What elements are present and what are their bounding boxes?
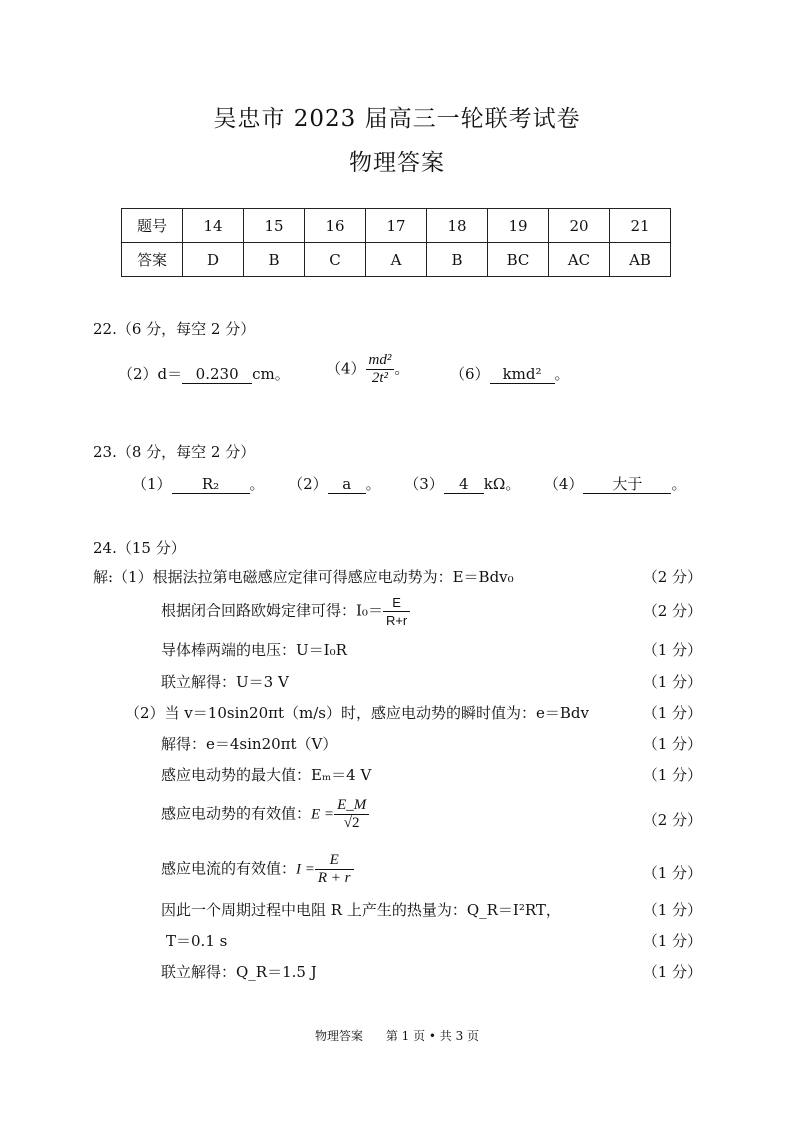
q22-part2-unit: cm。 [252,365,290,383]
q24-line-text: 感应电流的有效值： [161,859,297,878]
q24-heading: 24.（15 分） [93,539,186,557]
q24-score: （1 分） [642,766,702,784]
answer-table [121,208,671,277]
table-cell: 20 [549,209,610,243]
table-cell: C [305,243,366,277]
formula-lhs: I = [296,861,315,878]
q24-line: 解得：e＝4sin20πt（V） [161,735,338,753]
fraction-denominator: R + r [315,869,354,887]
page-title: 吴忠市 2023 届高三一轮联考试卷 [213,106,581,132]
table-cell: 题号 [122,209,183,243]
table-cell: A [366,243,427,277]
table-cell: 19 [488,209,549,243]
q24-line: T＝0.1 s [166,932,228,950]
q24-line: （2）当 v＝10sin20πt（m/s）时，感应电动势的瞬时值为：e＝Bdv [125,704,589,722]
table-cell: 答案 [122,243,183,277]
fraction-numerator: E [329,852,339,868]
q24-line-text: 根据闭合回路欧姆定律可得：I₀＝ [161,601,383,620]
q22-heading: 22.（6 分，每空 2 分） [93,320,256,338]
q23-part4-end: 。 [671,475,687,493]
q22-part4-end: 。 [394,359,410,378]
q24-line [161,797,369,832]
page-footer: 物理答案 第 1 页 • 共 3 页 [314,1029,480,1043]
q24-line [161,852,354,887]
formula-lhs: E = [311,806,335,823]
table-cell: 15 [244,209,305,243]
table-cell: D [183,243,244,277]
q24-score: （1 分） [642,673,702,691]
table-cell: B [244,243,305,277]
q22-part4-fraction [366,352,395,387]
q24-line: 联立解得：U＝3 V [161,673,289,691]
q23-part4-label: （4） [543,475,584,493]
table-cell: B [427,243,488,277]
q22-part6 [450,363,570,384]
q24-score: （1 分） [642,864,702,882]
fraction-denominator: √2 [334,814,369,832]
table-cell: 21 [610,209,671,243]
q24-line [161,594,410,629]
q24-score: （1 分） [642,641,702,659]
q23-part3-answer: 4 [444,475,484,494]
fraction-numerator: E_M [337,797,367,813]
table-cell: 18 [427,209,488,243]
table-cell: 17 [366,209,427,243]
q24-fraction [334,797,369,832]
q24-score: （1 分） [642,963,702,981]
q23-part3-unit: kΩ。 [483,475,521,493]
q24-fraction [383,594,410,629]
q24-line: 联立解得：Q_R＝1.5 J [161,963,317,981]
q24-score: （2 分） [642,602,702,620]
q22-part6-label: （6） [450,365,490,383]
q24-score: （1 分） [642,901,702,919]
table-row [122,243,671,277]
q24-line: 导体棒两端的电压：U＝I₀R [161,641,347,659]
q22-part6-answer: kmd² [490,365,555,384]
q24-score: （2 分） [642,568,702,586]
q24-score: （1 分） [642,704,702,722]
q23-part2-answer: a [328,475,366,494]
q24-line: 因此一个周期过程中电阻 R 上产生的热量为：Q_R＝I²RT， [161,901,561,919]
table-row [122,209,671,243]
q23-part2-label: （2） [288,475,328,493]
fraction-numerator: md² [368,352,392,368]
table-cell: 16 [305,209,366,243]
q23-part3-label: （3） [404,475,444,493]
q23-part2-end: 。 [365,475,381,493]
q24-line: 感应电动势的最大值：Eₘ＝4 V [161,766,372,784]
q23-part1-end: 。 [249,475,265,493]
q22-part6-end: 。 [554,365,570,383]
q22-part2-label: （2）d＝ [118,365,183,383]
q24-score: （2 分） [642,811,702,829]
q23-heading: 23.（8 分，每空 2 分） [93,443,256,461]
table-cell: BC [488,243,549,277]
q22-part2 [118,363,290,384]
q23-parts [132,473,686,494]
q24-fraction [315,852,354,887]
q23-part1-label: （1） [132,475,172,493]
table-cell: 14 [183,209,244,243]
q24-score: （1 分） [642,932,702,950]
q24-score: （1 分） [642,735,702,753]
fraction-denominator: R+r [383,611,410,629]
table-cell: AC [549,243,610,277]
table-cell: AB [610,243,671,277]
q23-part1-answer: R₂ [172,475,250,494]
q22-part2-answer: 0.230 [182,365,252,384]
q23-part4-answer: 大于 [583,475,671,494]
q24-line-text: 感应电动势的有效值： [161,804,312,823]
q22-part4-label: （4） [326,359,366,378]
q22-part4 [326,352,409,387]
fraction-numerator: E [392,595,401,610]
fraction-denominator: 2t² [366,369,395,387]
q24-line: 解:（1）根据法拉第电磁感应定律可得感应电动势为：E＝Bdv₀ [93,568,514,586]
page-subtitle: 物理答案 [349,150,445,176]
